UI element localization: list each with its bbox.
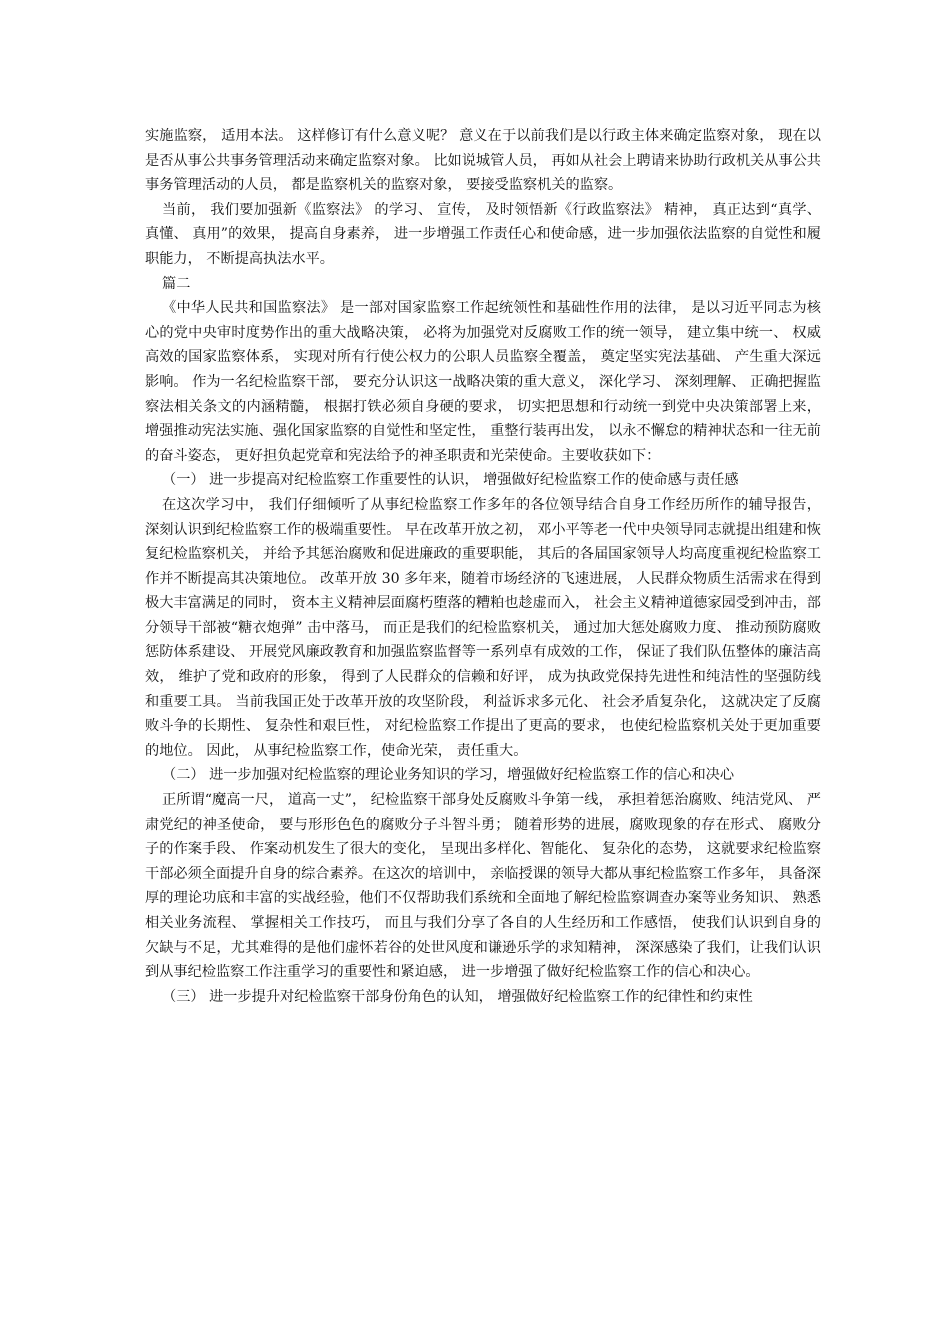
subheading-three: （三） 进一步提升对纪检监察干部身份角色的认知， 增强做好纪检监察工作的纪律性和约束性	[162, 988, 753, 1005]
subheading-two: （二） 进一步加强对纪检监察的理论业务知识的学习，增强做好纪检监察工作的信心和决心	[162, 767, 735, 784]
section-title-part-two: 篇二	[162, 275, 191, 292]
subheading-one: （一） 进一步提高对纪检监察工作重要性的认识， 增强做好纪检监察工作的使命感与责任感	[162, 472, 739, 489]
paragraph-importance: 在这次学习中， 我们仔细倾听了从事纪检监察工作多年的各位领导结合自身工作经历所作的辅导报告， 深刻认识到纪检监察工作的极端重要性。 早在改革开放之初， 邓小平等老一代中央领导同志就提出组建和恢复纪检监察机关， 并给予其惩治腐败和促进廉政的重要职能， 其后的各届国家领导人均高度重视纪检监察工作并不断提高其决策地位。 改革开放 30 多年来，随着市场经济的飞速进展， 人民群众物质生活需求在得到极大丰富满足的同时， 资本主义精神层面腐朽堕落的糟粕也趁虚而入， 社会主义精神道德家园受到冲击，部分领导干部被“糖衣炮弹” 击中落马， 而正是我们的纪检监察机关， 通过加大惩处腐败力度、 推动预防腐败惩防体系建设、 开展党风廉政教育和加强监察监督等一系列卓有成效的工作， 保证了我们队伍整体的廉洁高效， 维护了党和政府的形象， 得到了人民群众的信赖和好评， 成为执政党保持先进性和纯洁性的坚强防线和重要工具。 当前我国正处于改革开放的攻坚阶段， 利益诉求多元化、 社会矛盾复杂化， 这就决定了反腐败斗争的长期性、 复杂性和艰巨性， 对纪检监察工作提出了更高的要求， 也使纪检监察机关处于更加重要的地位。 因此， 从事纪检监察工作，使命光荣， 责任重大。	[145, 496, 821, 759]
paragraph-law-overview: 《中华人民共和国监察法》 是一部对国家监察工作起统领性和基础性作用的法律， 是以习近平同志为核心的党中央审时度势作出的重大战略决策， 必将为加强党对反腐败工作的统一领导， 建立集中统一、 权威高效的国家监察体系， 实现对所有行使公权力的公职人员监察全覆盖， 奠定坚实宪法基础、 产生重大深远影响。 作为一名纪检监察干部， 要充分认识这一战略决策的重大意义， 深化学习、 深刻理解、 正确把握监察法相关条文的内涵精髓， 根据打铁必须自身硬的要求， 切实把思想和行动统一到党中央决策部署上来， 增强推动宪法实施、强化国家监察的自觉性和坚定性， 重整行装再出发， 以永不懈怠的精神状态和一往无前的奋斗姿态， 更好担负起党章和宪法给予的神圣职责和光荣使命。主要收获如下：	[145, 300, 821, 464]
paragraph-intro-continued: 实施监察， 适用本法。 这样修订有什么意义呢？ 意义在于以前我们是以行政主体来确定监察对象， 现在以是否从事公共事务管理活动来确定监察对象。 比如说城管人员， 再如从社会上聘请来协助行政机关从事公共事务管理活动的人员， 都是监察机关的监察对象， 要接受监察机关的监察。	[145, 128, 821, 194]
paragraph-current-task: 当前， 我们要加强新《监察法》 的学习、 宣传， 及时领悟新《行政监察法》 精神， 真正达到“真学、 真懂、 真用”的效果， 提高自身素养， 进一步增强工作责任心和使命感，进一步加强依法监察的自觉性和履职能力， 不断提高执法水平。	[145, 201, 821, 267]
document-page	[145, 124, 821, 1009]
paragraph-theory-study: 正所谓“魔高一尺， 道高一丈”， 纪检监察干部身处反腐败斗争第一线， 承担着惩治腐败、纯洁党风、 严肃党纪的神圣使命， 要与形形色色的腐败分子斗智斗勇； 随着形势的进展，腐败现象的存在形式、 腐败分子的作案手段、 作案动机发生了很大的变化， 呈现出多样化、智能化、 复杂化的态势， 这就要求纪检监察干部必须全面提升自身的综合素养。在这次的培训中， 亲临授课的领导大都从事纪检监察工作多年， 具备深厚的理论功底和丰富的实战经验，他们不仅帮助我们系统和全面地了解纪检监察调查办案等业务知识、 熟悉相关业务流程、 掌握相关工作技巧， 而且与我们分享了各自的人生经历和工作感悟， 使我们认识到自身的欠缺与不足，尤其难得的是他们虚怀若谷的处世风度和谦逊乐学的求知精神， 深深感染了我们，让我们认识到从事纪检监察工作注重学习的重要性和紧迫感， 进一步增强了做好纪检监察工作的信心和决心。	[145, 792, 821, 981]
